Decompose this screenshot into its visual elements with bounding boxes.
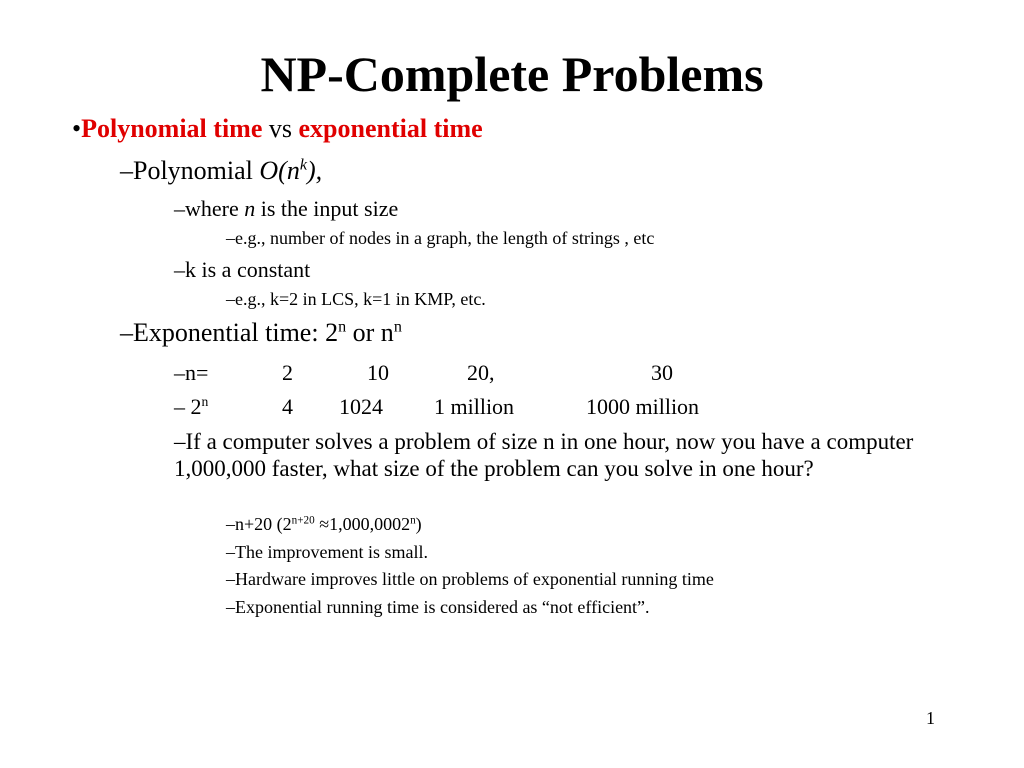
answer-sup-2: n — [410, 514, 416, 527]
answer-line — [226, 514, 422, 535]
where-rest: is the input size — [255, 196, 399, 221]
answer-sup-1: n+20 — [291, 514, 315, 527]
polynomial-time-text: Polynomial time — [81, 114, 263, 143]
where-prefix: –where — [174, 196, 245, 221]
exponential-prefix: –Exponential time: 2 — [120, 318, 339, 347]
where-line — [174, 196, 398, 222]
table-row-2n-value: 1024 — [339, 394, 383, 419]
exponential-sup-2: n — [393, 318, 402, 336]
polynomial-prefix: –Polynomial — [120, 156, 260, 185]
table-row-2n-sup: n — [201, 393, 209, 409]
answer-prefix: –n+20 (2 — [226, 514, 292, 534]
table-row-2n-label — [174, 394, 208, 420]
bullet-dot: • — [72, 114, 82, 143]
where-example: –e.g., number of nodes in a graph, the length of strings , etc — [226, 228, 655, 248]
vs-text: vs — [262, 114, 299, 143]
k-example: –e.g., k=2 in LCS, k=1 in KMP, etc. — [226, 289, 486, 309]
exponential-mid: or n — [346, 318, 394, 347]
polynomial-line — [120, 156, 322, 186]
table-row-n-label: –n= — [174, 360, 209, 385]
table-row-n-value: 10 — [367, 360, 389, 385]
bullet-polynomial-vs-exponential — [72, 114, 483, 144]
table-row-2n-value: 1 million — [434, 394, 515, 419]
page-number: 1 — [926, 708, 935, 728]
where-n: n — [244, 196, 256, 221]
hardware-line: –Hardware improves little on problems of exponential running time — [226, 569, 714, 589]
exponential-line — [120, 318, 402, 348]
slide-title: NP-Complete Problems — [260, 46, 764, 102]
big-o-text: O(n — [259, 156, 300, 185]
answer-mid: ≈1,000,0002 — [314, 514, 411, 534]
k-superscript: k — [299, 156, 307, 174]
table-row-n-value: 30 — [651, 360, 673, 385]
table-row-2n-value: 1000 million — [586, 394, 700, 419]
exponential-time-text: exponential time — [298, 114, 483, 143]
table-row-n-value: 2 — [282, 360, 293, 385]
table-row-2n-prefix: – 2 — [174, 394, 202, 419]
not-efficient-line: –Exponential running time is considered as “not efficient”. — [226, 597, 650, 617]
big-o-close: ), — [307, 156, 323, 185]
table-row-2n-value: 4 — [282, 394, 293, 419]
table-row-n-value: 20, — [467, 360, 495, 385]
k-constant-line: –k is a constant — [174, 257, 311, 282]
question-paragraph: –If a computer solves a problem of size n in one hour, now you have a computer 1,000,000 faster, what size of the problem can you solve in one hour? — [174, 429, 914, 481]
improvement-line: –The improvement is small. — [226, 542, 428, 562]
answer-close: ) — [415, 514, 422, 534]
exponential-sup-1: n — [338, 318, 347, 336]
